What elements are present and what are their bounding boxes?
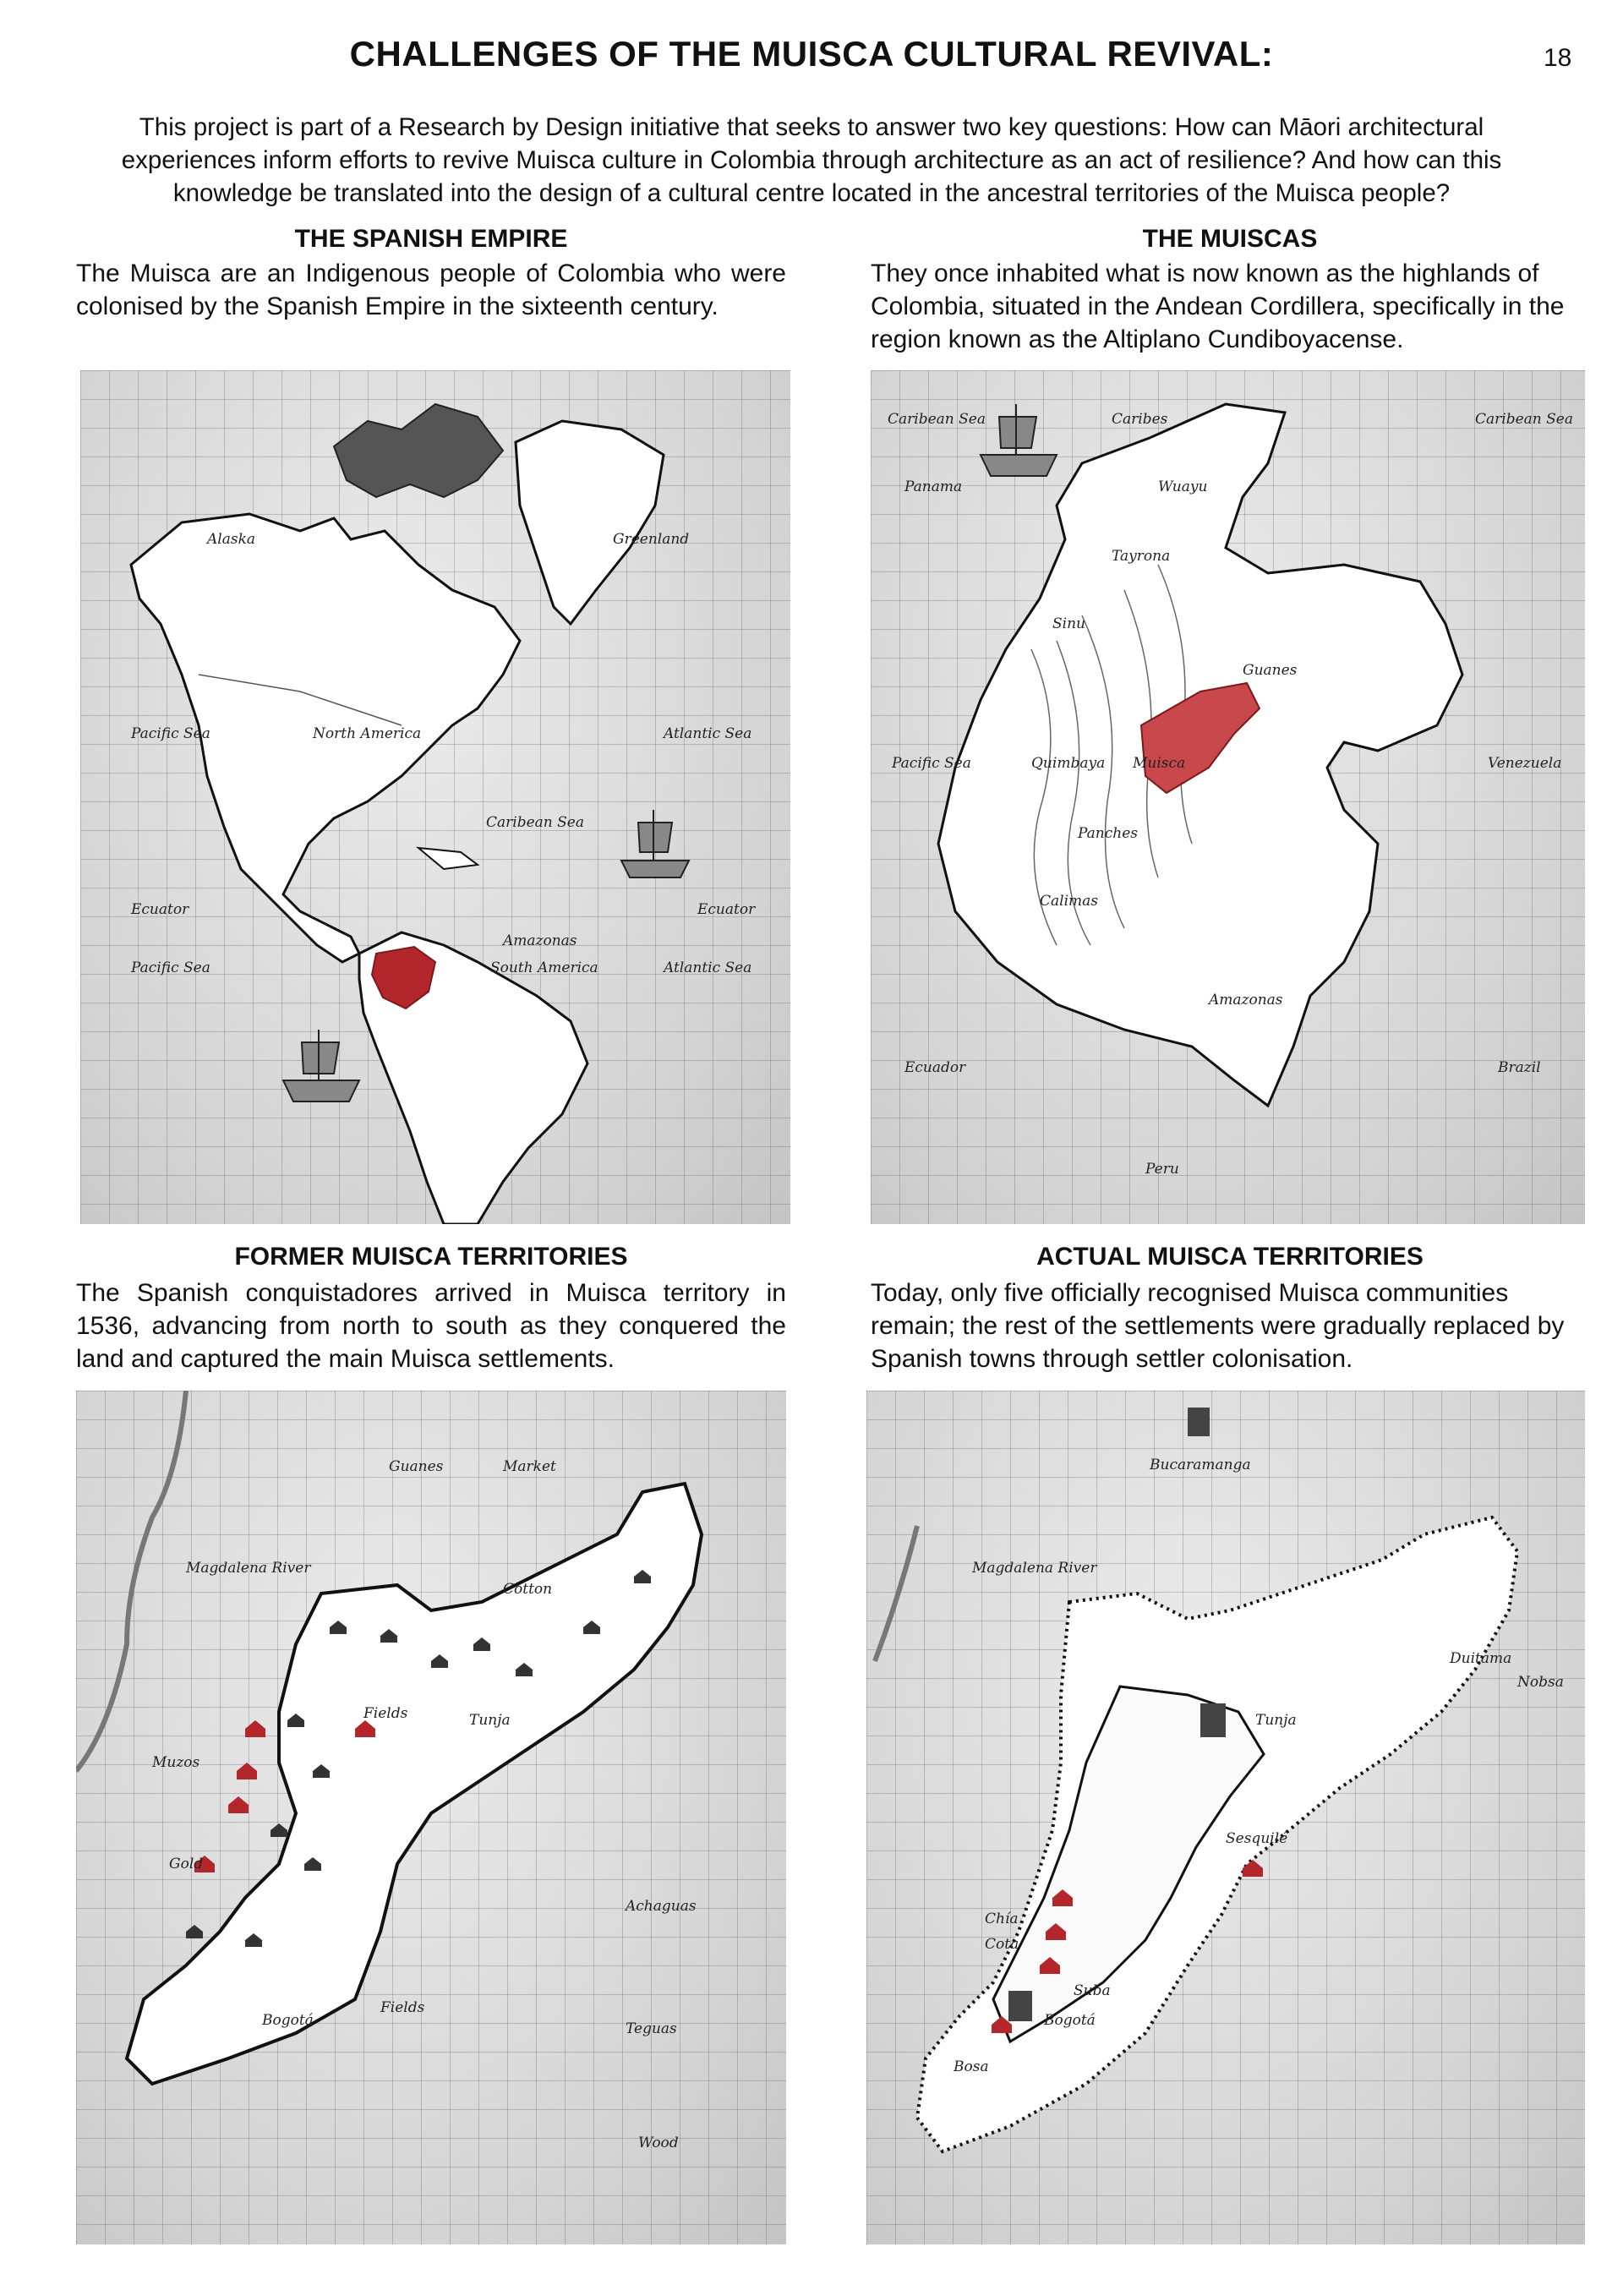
label-muisca: Muisca — [1133, 755, 1186, 772]
label-bucaramanga: Bucaramanga — [1150, 1457, 1251, 1473]
label-market: Market — [503, 1458, 556, 1475]
label-quimbaya: Quimbaya — [1031, 755, 1106, 772]
label-cotton: Cotton — [503, 1581, 553, 1598]
label-bogota: Bogotá — [1044, 2012, 1096, 2029]
label-caribes: Caribes — [1112, 411, 1168, 428]
americas-map-graphic — [80, 370, 790, 1224]
page-number: 18 — [1544, 44, 1572, 72]
label-guanes: Guanes — [1243, 662, 1298, 679]
label-bosa: Bosa — [954, 2058, 989, 2075]
label-ecuador: Ecuador — [904, 1059, 966, 1076]
label-guanes: Guanes — [389, 1458, 444, 1475]
label-fields: Fields — [363, 1705, 408, 1722]
section-heading-former: FORMER MUISCA TERRITORIES — [234, 1243, 628, 1271]
label-alaska: Alaska — [207, 531, 256, 548]
label-magdalena-river: Magdalena River — [972, 1560, 1097, 1577]
intro-paragraph: This project is part of a Research by Design initiative that seeks to answer two key questions: How can Māori architectural experiences inform efforts to revive Muisca culture in Colombia through architecture as an act of resilience? And how can this knowledge be translated into the design of a cultural centre located in the ancestral territories of the Muisca people? — [121, 113, 1502, 207]
section-text-spanish-empire: The Muisca are an Indigenous people of Colombia who were colonised by the Spanish Empire in the sixteenth century. — [76, 260, 786, 320]
label-sinu: Sinu — [1052, 615, 1085, 632]
label-duitama: Duitama — [1450, 1650, 1512, 1667]
label-fields-2: Fields — [380, 1999, 425, 2016]
former-territory-graphic — [76, 1391, 786, 2244]
label-ecuator-left: Ecuator — [131, 901, 189, 918]
ship-icon — [981, 404, 1057, 476]
label-caribean-sea: Caribean Sea — [486, 814, 584, 831]
label-caribean-sea-right: Caribean Sea — [1475, 411, 1573, 428]
label-atlantic-sea: Atlantic Sea — [664, 725, 752, 742]
magdalena-river-line — [76, 1391, 186, 1771]
label-calimas: Calimas — [1040, 893, 1098, 910]
label-teguas: Teguas — [626, 2020, 677, 2037]
label-cota: Cota — [985, 1936, 1019, 1953]
label-wuayu: Wuayu — [1158, 478, 1208, 495]
label-south-america: South America — [490, 959, 598, 976]
label-achaguas: Achaguas — [626, 1898, 697, 1915]
label-tunja: Tunja — [1255, 1712, 1297, 1729]
section-heading-actual: ACTUAL MUISCA TERRITORIES — [1036, 1243, 1424, 1271]
section-text-muiscas: They once inhabited what is now known as the highlands of Colombia, situated in the Andean Cordillera, specifically in the region known as the Altiplano Cundiboyacense. — [871, 260, 1565, 353]
map-muiscas — [871, 370, 1585, 1224]
map-actual-territories — [866, 1391, 1585, 2244]
section-text-actual: Today, only five officially recognised Muisca communities remain; the rest of the settlements were gradually replaced by Spanish towns through settler colonisation. — [871, 1279, 1565, 1373]
label-brazil: Brazil — [1498, 1059, 1541, 1076]
ship-icon — [283, 1030, 359, 1102]
label-ecuator-right: Ecuator — [697, 901, 756, 918]
label-north-america: North America — [313, 725, 422, 742]
label-panches: Panches — [1078, 825, 1139, 842]
map-americas — [80, 370, 790, 1224]
label-bogota: Bogotá — [262, 2012, 314, 2029]
label-magdalena-river: Magdalena River — [186, 1560, 311, 1577]
label-amazonas: Amazonas — [1209, 992, 1283, 1009]
section-heading-spanish-empire: THE SPANISH EMPIRE — [294, 225, 568, 253]
label-peru: Peru — [1145, 1161, 1179, 1178]
label-amazonas: Amazonas — [503, 932, 577, 949]
label-greenland: Greenland — [613, 531, 690, 548]
label-pacific-sea: Pacific Sea — [892, 755, 971, 772]
label-nobsa: Nobsa — [1517, 1674, 1564, 1691]
label-muzos: Muzos — [152, 1754, 200, 1771]
page-title: CHALLENGES OF THE MUISCA CULTURAL REVIVAL: — [349, 34, 1274, 74]
label-pacific-sea-2: Pacific Sea — [131, 959, 210, 976]
label-atlantic-sea-2: Atlantic Sea — [664, 959, 752, 976]
colombia-map-graphic — [871, 370, 1585, 1224]
label-chia: Chía — [985, 1911, 1019, 1927]
label-tayrona: Tayrona — [1112, 548, 1171, 565]
actual-territory-graphic — [866, 1391, 1585, 2244]
label-panama: Panama — [904, 478, 963, 495]
label-sesquile: Sesquilé — [1226, 1830, 1288, 1847]
label-wood: Wood — [638, 2135, 679, 2151]
actual-territory-dotted-outline — [917, 1517, 1517, 2151]
greenland-shape — [516, 421, 664, 624]
label-gold: Gold — [169, 1856, 204, 1872]
magdalena-river-line — [875, 1526, 917, 1661]
label-pacific-sea: Pacific Sea — [131, 725, 210, 742]
label-caribean-sea-left: Caribean Sea — [888, 411, 986, 428]
label-tunja: Tunja — [469, 1712, 511, 1729]
label-suba: Suba — [1074, 1982, 1111, 1999]
arctic-islands-shape — [334, 404, 503, 497]
section-heading-muiscas: THE MUISCAS — [1142, 225, 1318, 253]
caribbean-islands-shape — [418, 848, 478, 869]
label-venezuela: Venezuela — [1488, 755, 1562, 772]
ship-icon — [621, 810, 689, 877]
section-text-former: The Spanish conquistadores arrived in Muisca territory in 1536, advancing from north to south as they conquered the land and captured the main Muisca settlements. — [76, 1279, 786, 1373]
map-former-territories — [76, 1391, 786, 2244]
